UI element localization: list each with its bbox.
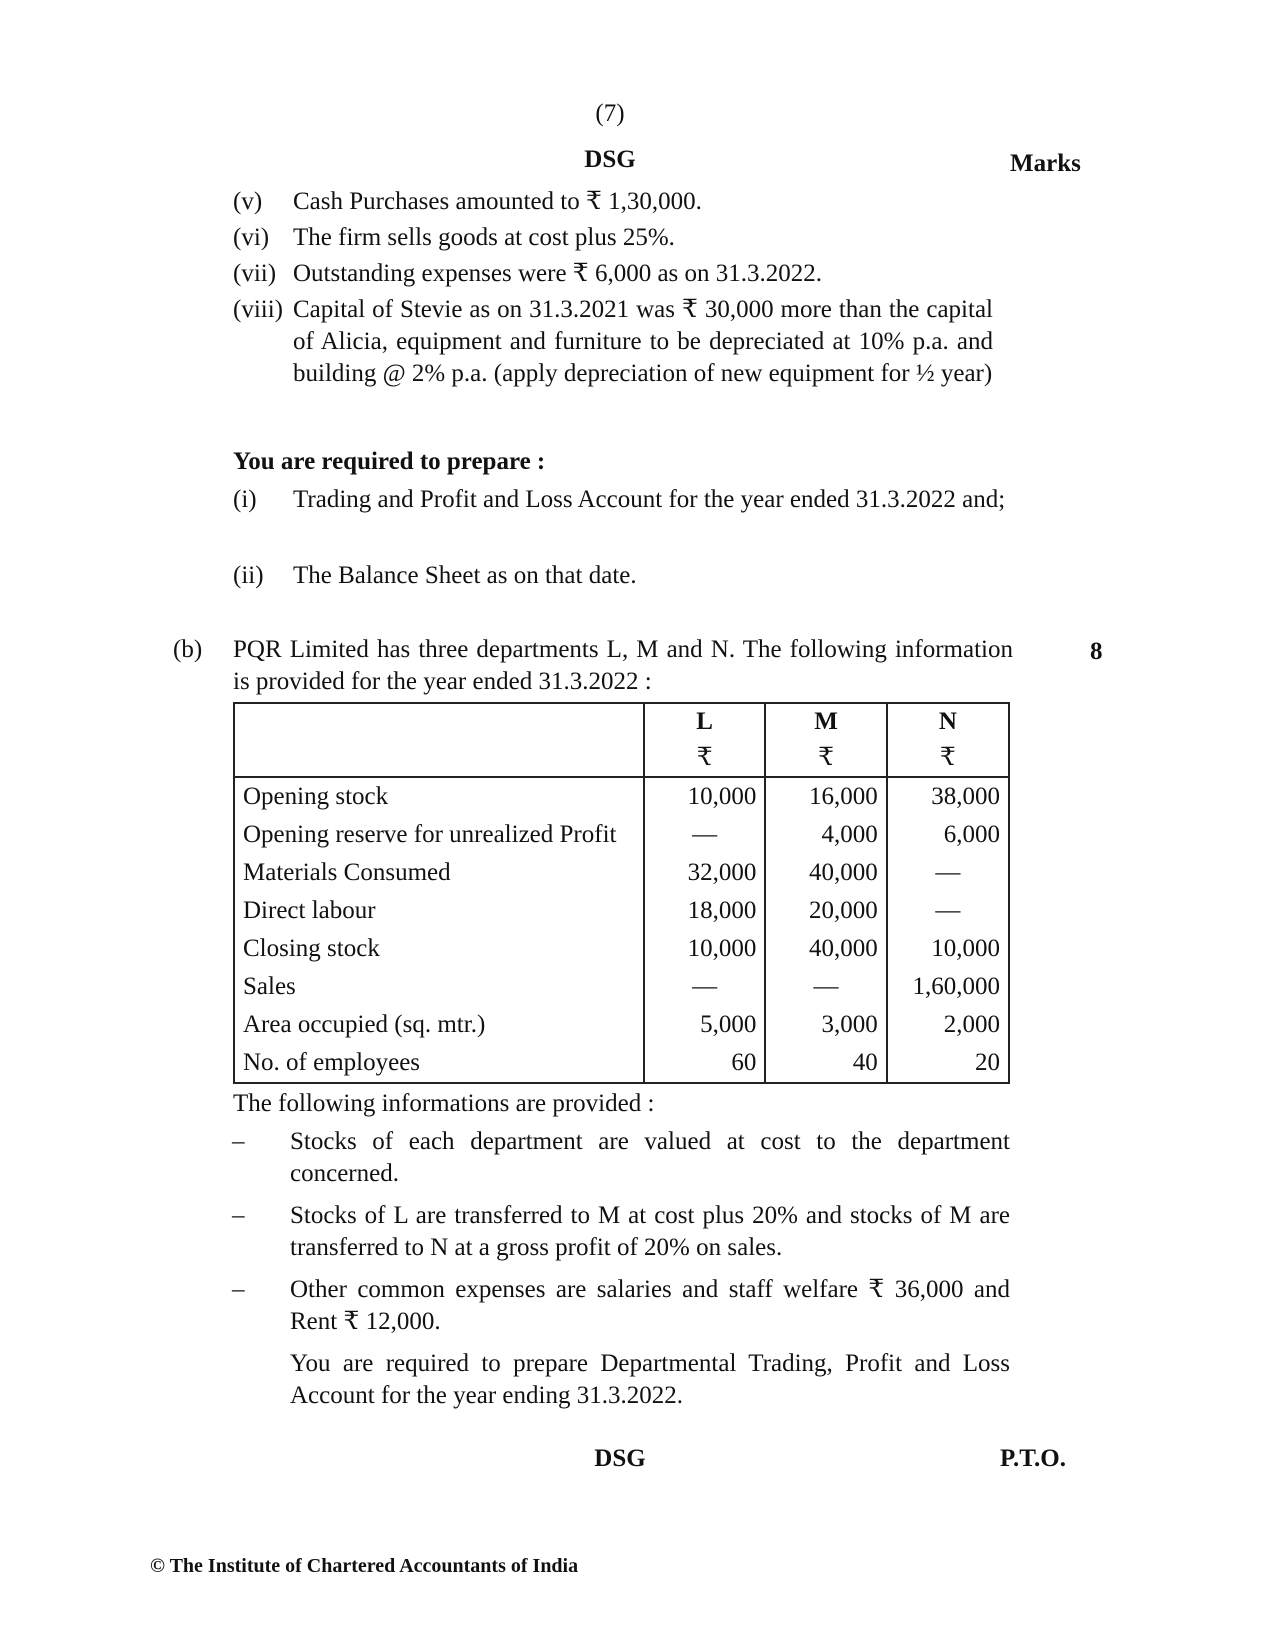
table-cell: Direct labour bbox=[234, 892, 644, 930]
table-cell: Materials Consumed bbox=[234, 854, 644, 892]
table-cell: 16,000 bbox=[765, 777, 886, 816]
table-cell: 4,000 bbox=[765, 816, 886, 854]
table-row bbox=[234, 777, 1009, 816]
question-part-b bbox=[173, 634, 1013, 704]
table-cell: Opening stock bbox=[234, 777, 644, 816]
table-row bbox=[234, 1044, 1009, 1083]
table-cell: 40,000 bbox=[765, 854, 886, 892]
currency-symbol: ₹ bbox=[765, 740, 886, 777]
table-header: N bbox=[887, 703, 1009, 740]
table-cell: Area occupied (sq. mtr.) bbox=[234, 1006, 644, 1044]
part-label: (b) bbox=[173, 636, 203, 663]
condition-label: (vi) bbox=[233, 224, 270, 251]
condition-text: The firm sells goods at cost plus 25%. bbox=[293, 224, 675, 251]
condition-text: Cash Purchases amounted to ₹ 1,30,000. bbox=[293, 188, 702, 215]
condition-label: (viii) bbox=[233, 296, 283, 323]
page-number: (7) bbox=[595, 100, 625, 127]
table-cell: Sales bbox=[234, 968, 644, 1006]
table-cell: 18,000 bbox=[644, 892, 765, 930]
bullet-dash: – bbox=[232, 1128, 245, 1155]
bullet-dash: – bbox=[232, 1202, 245, 1229]
table-cell: No. of employees bbox=[234, 1044, 644, 1083]
table-cell: 10,000 bbox=[644, 930, 765, 968]
table-cell: 2,000 bbox=[887, 1006, 1009, 1044]
table-cell: 40,000 bbox=[765, 930, 886, 968]
condition-item bbox=[233, 294, 1013, 434]
condition-label: (vii) bbox=[233, 260, 277, 287]
table-row bbox=[234, 930, 1009, 968]
table-cell: 6,000 bbox=[887, 816, 1009, 854]
table-row bbox=[234, 1006, 1009, 1044]
table-cell: 10,000 bbox=[887, 930, 1009, 968]
table-cell: 3,000 bbox=[765, 1006, 886, 1044]
table-cell: 1,60,000 bbox=[887, 968, 1009, 1006]
table-row bbox=[234, 968, 1009, 1006]
info-bullet: Stocks of each department are valued at cost to the department concerned. bbox=[290, 1128, 1010, 1187]
bullet-dash: – bbox=[232, 1276, 245, 1303]
table-header: L bbox=[644, 703, 765, 740]
condition-item bbox=[233, 222, 993, 254]
table-cell: — bbox=[887, 854, 1009, 892]
table-cell: 5,000 bbox=[644, 1006, 765, 1044]
condition-text: Outstanding expenses were ₹ 6,000 as on 31.3.2022. bbox=[293, 260, 823, 287]
currency-symbol: ₹ bbox=[887, 740, 1009, 777]
table-cell: 38,000 bbox=[887, 777, 1009, 816]
part-b-marks: 8 bbox=[1090, 638, 1103, 665]
required-label: (ii) bbox=[233, 562, 264, 589]
table-row bbox=[234, 816, 1009, 854]
table-cell: — bbox=[887, 892, 1009, 930]
required-heading: You are required to prepare : bbox=[233, 448, 546, 475]
table-cell: 10,000 bbox=[644, 777, 765, 816]
marks-heading: Marks bbox=[1010, 150, 1081, 177]
table-cell: Opening reserve for unrealized Profit bbox=[234, 816, 644, 854]
paper-code: DSG bbox=[584, 146, 636, 173]
copyright-notice: © The Institute of Chartered Accountants of India bbox=[150, 1555, 579, 1577]
closing-instruction: You are required to prepare Departmental Trading, Profit and Loss Account for the year ending 31.3.2022. bbox=[290, 1350, 1010, 1409]
condition-text: Capital of Stevie as on 31.3.2021 was ₹ 30,000 more than the capital of Alicia, equipment and furniture to be depreciated at 10% p.a. and building @ 2% p.a. (apply depreciation of new equipment for ½ year) bbox=[293, 296, 993, 387]
info-bullet: Stocks of L are transferred to M at cost plus 20% and stocks of M are transferred to N at a gross profit of 20% on sales. bbox=[290, 1202, 1010, 1261]
table-header bbox=[234, 703, 644, 740]
table-cell: — bbox=[644, 968, 765, 1006]
table-cell: — bbox=[765, 968, 886, 1006]
table-row bbox=[234, 854, 1009, 892]
table-cell: 60 bbox=[644, 1044, 765, 1083]
table-row bbox=[234, 892, 1009, 930]
required-label: (i) bbox=[233, 486, 257, 513]
required-item bbox=[233, 484, 1013, 554]
condition-item bbox=[233, 186, 993, 218]
required-text: The Balance Sheet as on that date. bbox=[293, 562, 637, 589]
table-header-blank bbox=[234, 740, 644, 777]
table-cell: 40 bbox=[765, 1044, 886, 1083]
table-cell: Closing stock bbox=[234, 930, 644, 968]
department-table bbox=[233, 702, 1010, 1084]
pto-label: P.T.O. bbox=[1000, 1445, 1066, 1472]
table-cell: — bbox=[644, 816, 765, 854]
footer-code: DSG bbox=[594, 1445, 646, 1472]
currency-symbol: ₹ bbox=[644, 740, 765, 777]
table-cell: 20,000 bbox=[765, 892, 886, 930]
table-cell: 32,000 bbox=[644, 854, 765, 892]
part-intro: PQR Limited has three departments L, M and N. The following information is provided for the year ended 31.3.2022 : bbox=[233, 636, 1013, 695]
info-bullet: Other common expenses are salaries and staff welfare ₹ 36,000 and Rent ₹ 12,000. bbox=[290, 1276, 1010, 1335]
table-cell: 20 bbox=[887, 1044, 1009, 1083]
required-item bbox=[233, 560, 1013, 592]
condition-item bbox=[233, 258, 993, 290]
required-text: Trading and Profit and Loss Account for the year ended 31.3.2022 and; bbox=[293, 486, 1006, 513]
condition-label: (v) bbox=[233, 188, 263, 215]
table-header: M bbox=[765, 703, 886, 740]
info-heading: The following informations are provided : bbox=[233, 1090, 655, 1117]
